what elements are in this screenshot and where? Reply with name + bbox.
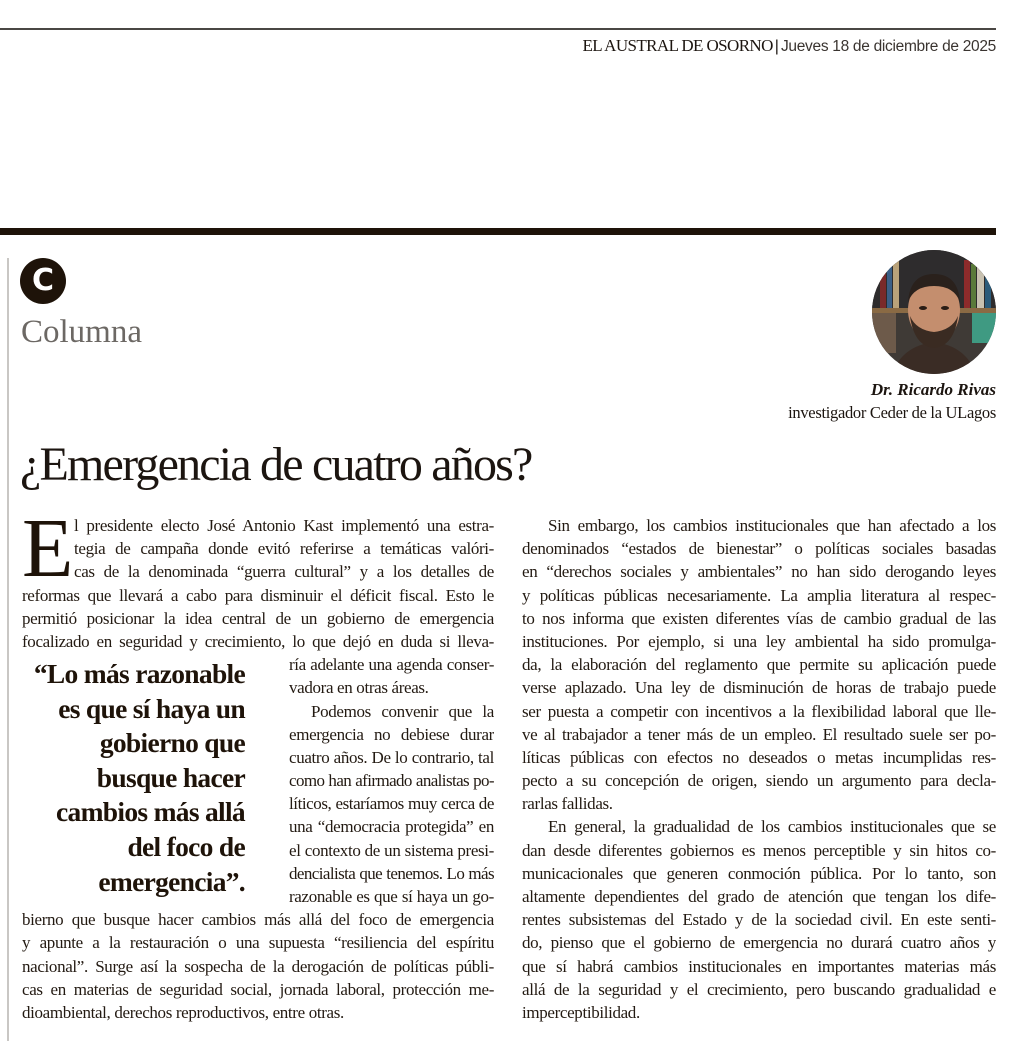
body-line: nacional”. Surge así la sospecha de la derogación de políticas públi- — [22, 956, 494, 976]
body-line: verse aplazado. Una ley de disminución de horas de trabajo puede — [522, 678, 996, 698]
body-line: focalizado en seguridad y crecimiento, lo que dejó en duda si lleva- — [22, 631, 494, 651]
article-right-column — [522, 514, 996, 1024]
body-line: líticas públicas con efectos no deseados o metas incumplidas res- — [522, 747, 996, 767]
body-line: rentes subsistemas del Estado y de la sociedad civil. En este senti- — [522, 910, 996, 930]
body-line: ve al trabajador a tener más de un empleo. El resultado suele ser po- — [522, 724, 996, 744]
body-line: líticos, estaríamos muy cerca de — [289, 794, 494, 814]
top-rule — [0, 28, 996, 30]
pull-quote — [22, 657, 245, 899]
author-role: investigador Ceder de la ULagos — [788, 403, 996, 422]
body-line: el contexto de un sistema presi- — [289, 840, 494, 860]
pull-quote-line: “Lo más razonable — [33, 658, 245, 689]
body-line: y apunte a la restauración o una supuesta “resiliencia del espíritu — [22, 933, 494, 953]
body-line: dan desde diferentes gobiernos es menos perceptible y sin hitos co- — [522, 840, 996, 860]
masthead-separator: | — [774, 38, 779, 55]
body-line: vadora en otras áreas. — [289, 678, 429, 698]
body-line: ser puesta a competir con incentivos a la flexibilidad laboral que lle- — [522, 701, 996, 721]
body-line: denominados “estados de bienestar” o políticas sociales basadas — [522, 539, 996, 559]
body-line: una “democracia protegida” en — [289, 817, 494, 837]
body-line: to nos informa que existen diferentes vías de cambio gradual de las — [522, 608, 996, 628]
masthead — [583, 36, 996, 57]
pull-quote-line: cambios más allá — [56, 796, 245, 828]
body-line: pecto a su concepción de origen, siendo un argumento para decla- — [522, 771, 996, 791]
body-line: cas en materias de seguridad social, jornada laboral, protección me- — [22, 979, 494, 999]
body-line: tegia de campaña donde evitó referirse a temáticas valóri- — [74, 539, 494, 559]
body-line: altamente dependientes del grado de atención que tengan los dife- — [522, 887, 996, 906]
body-line: permitió posicionar la idea central de un gobierno de emergencia — [22, 608, 494, 628]
pull-quote-line: emergencia”. — [98, 865, 245, 897]
body-line: bierno que busque hacer cambios más allá del foco de emergencia — [22, 910, 494, 930]
body-line: en “derechos sociales y ambientales” no han sido derogando leyes — [522, 562, 996, 582]
body-line: y políticas públicas necesariamente. La amplia literatura al respec- — [522, 585, 996, 605]
body-line: Podemos convenir que la — [311, 701, 494, 721]
body-line: municacionales que generen conmoción pública. Por lo tanto, son — [522, 863, 996, 883]
drop-cap: E — [22, 502, 74, 595]
body-line: allá de la seguridad y el crecimiento, pero buscando gradualidad e — [522, 979, 996, 999]
publication-name: EL AUSTRAL DE OSORNO — [582, 36, 773, 55]
body-line: imperceptibilidad. — [522, 1002, 640, 1022]
article-headline: ¿Emergencia de cuatro años? — [20, 438, 532, 491]
author-photo — [872, 250, 996, 374]
section-label: Columna — [21, 314, 142, 350]
body-line: dencialista que tenemos. Lo más — [289, 863, 494, 883]
pull-quote-line: busque hacer — [96, 761, 245, 793]
body-line: do, pienso que el gobierno de emergencia no durará cuatro años y — [522, 933, 996, 953]
body-line: razonable es que sí haya un go- — [289, 887, 494, 906]
pull-quote-line: es que sí haya un — [58, 692, 245, 724]
body-line: emergencia no debiese durar — [289, 724, 494, 744]
column-side-line — [7, 258, 9, 1041]
pull-quote-line: del foco de — [127, 830, 245, 862]
author-portrait-icon — [872, 250, 996, 374]
body-line: dioambiental, derechos reproductivos, entre otras. — [22, 1002, 344, 1022]
pull-quote-line: gobierno que — [99, 727, 245, 759]
body-line: Sin embargo, los cambios institucionales que han afectado a los — [548, 516, 996, 535]
body-line: l presidente electo José Antonio Kast implementó una estra- — [74, 516, 494, 535]
section-rule — [0, 228, 996, 235]
author-name: Dr. Ricardo Rivas — [870, 380, 996, 399]
column-badge-icon: C — [20, 258, 66, 304]
body-line: como han afirmado analistas po- — [289, 771, 494, 791]
body-line: reformas que llevará a cabo para disminuir el déficit fiscal. Esto le — [22, 585, 494, 605]
author-byline — [788, 378, 996, 424]
publication-date: Jueves 18 de diciembre de 2025 — [780, 38, 996, 55]
body-line: da, la elaboración del reglamento que permite su aplicación puede — [522, 655, 996, 675]
body-line: rarlas fallidas. — [522, 794, 613, 814]
body-line: instituciones. Por ejemplo, si una ley ambiental ha sido promulga- — [522, 631, 996, 651]
body-line: que sí habrá cambios institucionales en importantes materias más — [522, 956, 996, 976]
body-line: ría adelante una agenda conser- — [289, 655, 494, 675]
body-line: En general, la gradualidad de los cambios institucionales que se — [548, 817, 996, 837]
body-line: cuatro años. De lo contrario, tal — [289, 747, 494, 767]
body-line: cas de la denominada “guerra cultural” y a los detalles de — [74, 562, 494, 582]
